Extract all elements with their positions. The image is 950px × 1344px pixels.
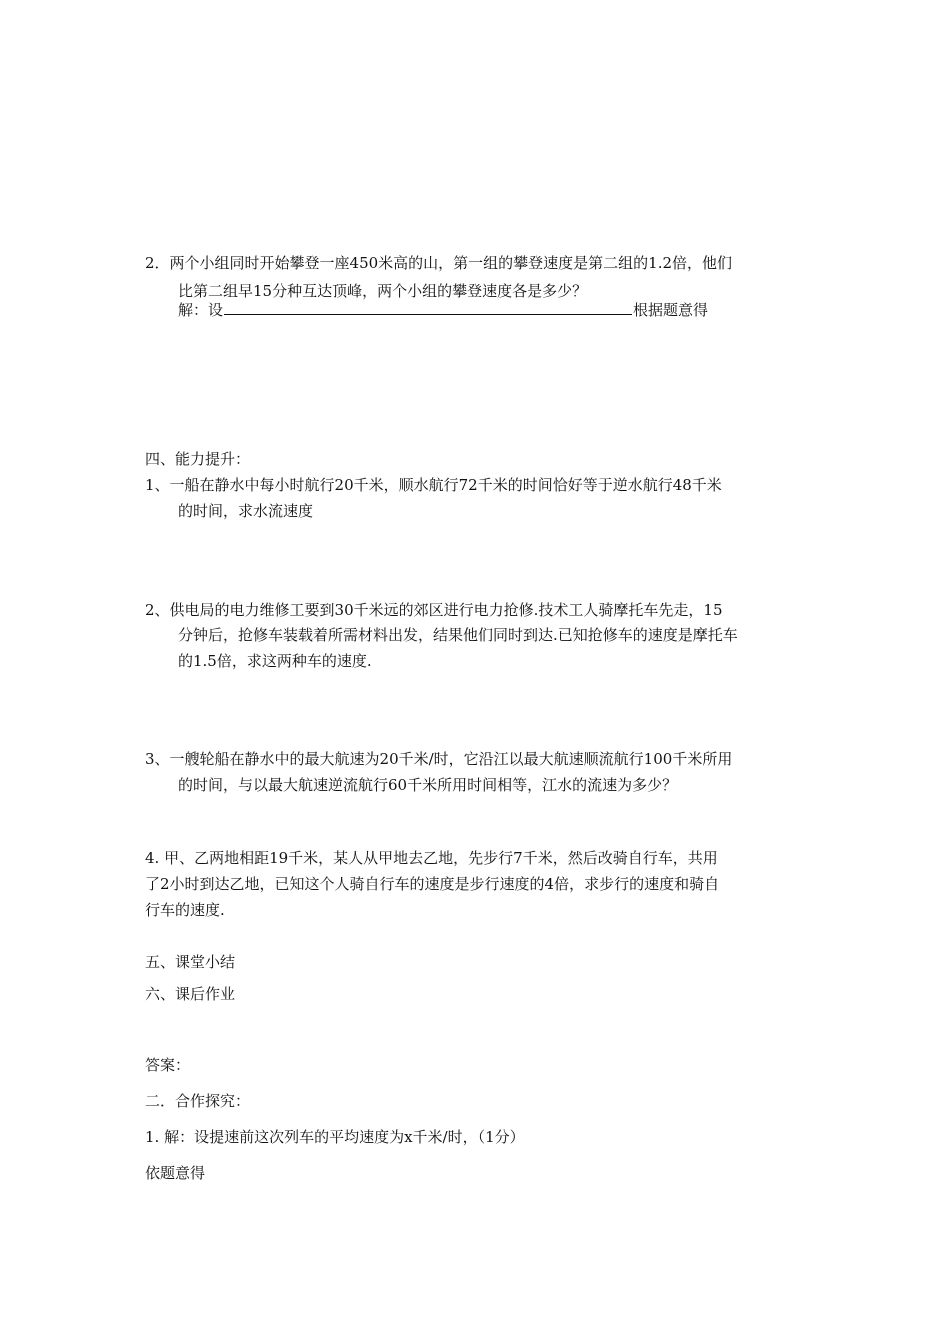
s4-p4-line-2: 了2小时到达乙地，已知这个人骑自行车的速度是步行速度的4倍，求步行的速度和骑自 [145, 875, 720, 893]
q2-answer-blank[interactable] [224, 300, 632, 315]
answer-item-1: 1. 解：设提速前这次列车的平均速度为x千米/时，（1分） [145, 1128, 525, 1146]
s4-p2-line-2: 分钟后，抢修车装载着所需材料出发，结果他们同时到达.已知抢修车的速度是摩托车 [178, 626, 738, 644]
s4-p4-line-1: 4. 甲、乙两地相距19千米，某人从甲地去乙地，先步行7千米，然后改骑自行车，共用 [145, 849, 718, 867]
q2-solve-line [178, 299, 708, 321]
s4-p1-line-1: 1、一船在静水中每小时航行20千米，顺水航行72千米的时间恰好等于逆水航行48千米 [145, 476, 722, 494]
section6-heading: 六、课后作业 [145, 985, 236, 1003]
answers-heading: 答案： [145, 1056, 191, 1074]
s4-p1-line-2: 的时间，求水流速度 [178, 502, 314, 520]
s4-p3-line-1: 3、一艘轮船在静水中的最大航速为20千米/时，它沿江以最大航速顺流航行100千米所用 [145, 750, 733, 768]
answer-item-1-next: 依题意得 [145, 1164, 206, 1182]
s4-p3-line-2: 的时间，与以最大航速逆流航行60千米所用时间相等，江水的流速为多少？ [178, 776, 678, 794]
answers-sub-heading: 二．合作探究： [145, 1092, 251, 1110]
section5-heading: 五、课堂小结 [145, 953, 236, 971]
q2-line-2: 比第二组早15分种互达顶峰，两个小组的攀登速度各是多少？ [178, 282, 588, 300]
s4-p2-line-1: 2、供电局的电力维修工要到30千米远的郊区进行电力抢修.技术工人骑摩托车先走，15 [145, 601, 723, 619]
section4-heading: 四、能力提升： [145, 450, 251, 468]
q2-solve-suffix: 根据题意得 [633, 301, 709, 319]
q2-line-1: 2．两个小组同时开始攀登一座450米高的山，第一组的攀登速度是第二组的1.2倍，他们 [145, 254, 733, 272]
s4-p2-line-3: 的1.5倍，求这两种车的速度. [178, 652, 372, 670]
s4-p4-line-3: 行车的速度. [145, 901, 225, 919]
q2-solve-prefix: 解：设 [178, 301, 224, 319]
